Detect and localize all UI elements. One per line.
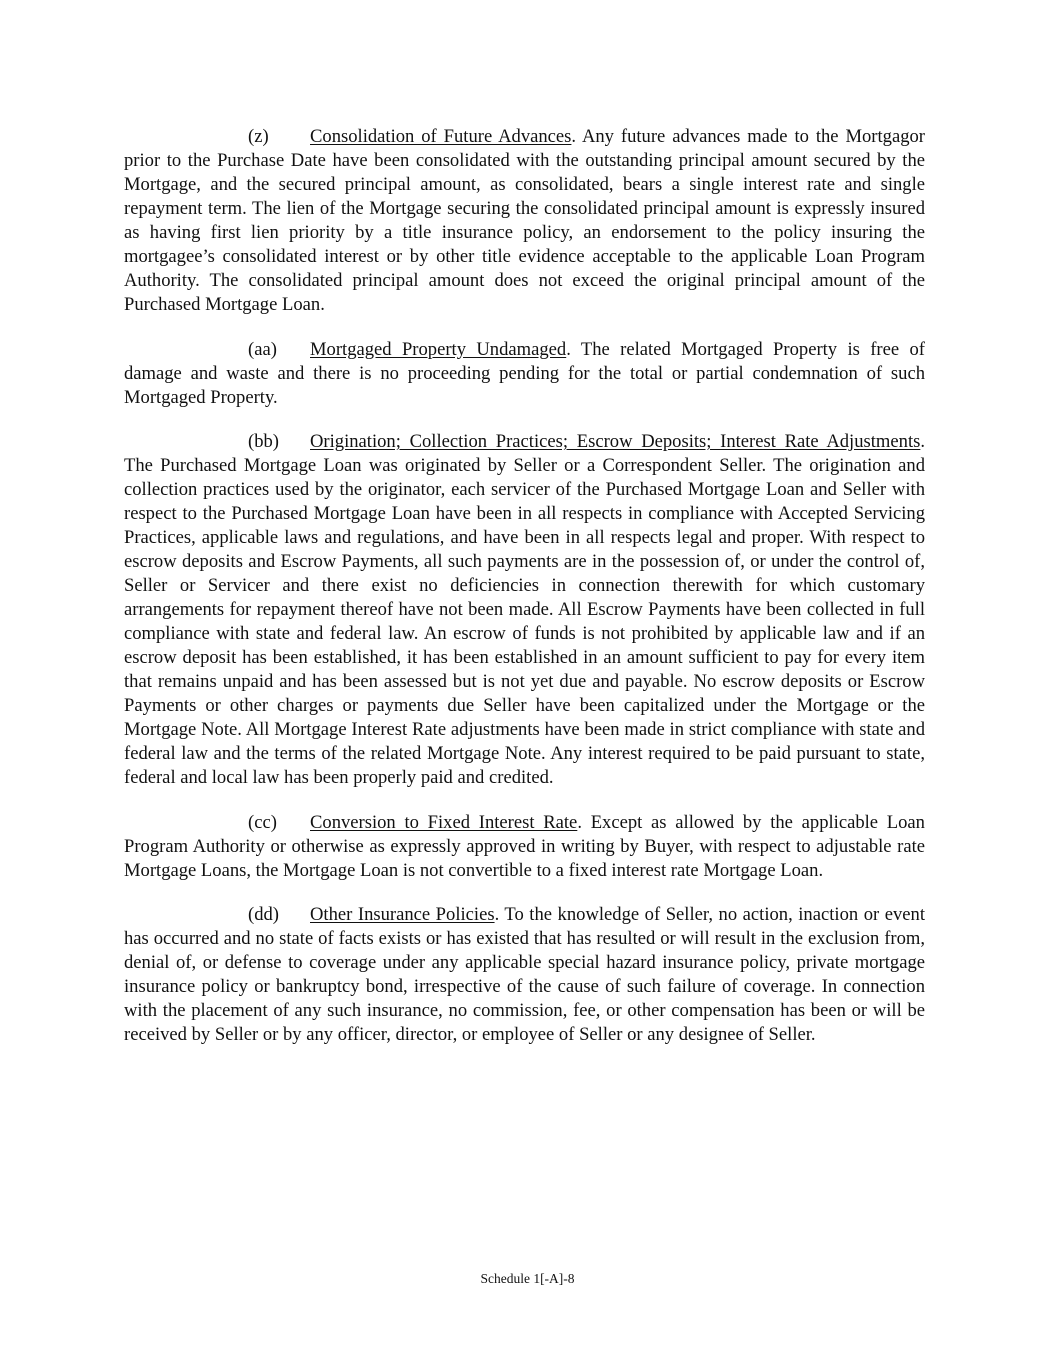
section-heading: Origination; Collection Practices; Escrow Deposits; Interest Rate Adjustments: [310, 431, 921, 452]
section-cc: [124, 811, 925, 883]
section-number: (aa): [248, 338, 277, 360]
page-footer: Schedule 1[-A]-8: [480, 1271, 575, 1286]
section-body: . The related Mortgaged Property is free of damage and waste and there is no proceeding pending for the total or partial condemnation of such Mortgaged Property.: [124, 338, 925, 408]
section-body: . Except as allowed by the applicable Loan Program Authority or otherwise as expressly approved in writing by Buyer, with respect to adjustable rate Mortgage Loans, the Mortgage Loan is not convertible to a fixed interest rate Mortgage Loan.: [124, 811, 925, 881]
section-body: . To the knowledge of Seller, no action, inaction or event has occurred and no state of facts exists or has existed that has resulted or will result in the exclusion from, denial of, or defense to coverage under any applicable special hazard insurance policy, private mortgage insurance policy or bankruptcy bond, irrespective of the cause of such failure of coverage. In connection with the placement of any such insurance, no commission, fee, or other compensation has been or will be received by Seller or by any officer, director, or employee of Seller or any designee of Seller.: [124, 904, 925, 1045]
section-z: [124, 125, 925, 317]
section-aa: [124, 338, 925, 410]
section-body: . The Purchased Mortgage Loan was originated by Seller or a Correspondent Seller. The origination and collection practices used by the originator, each servicer of the Purchased Mortgage Loan and Seller with respect to the Purchased Mortgage Loan have been in all respects in compliance with Accepted Servicing Practices, applicable laws and regulations, and have been in all respects legal and proper. With respect to escrow deposits and Escrow Payments, all such payments are in the possession of, or under the control of, Seller or Servicer and there exist no deficiencies in connection therewith for which customary arrangements for repayment thereof have not been made. All Escrow Payments have been collected in full compliance with state and federal law. An escrow of funds is not prohibited by applicable law and if an escrow deposit has been established, it has been established in an amount sufficient to pay for every item that remains unpaid and has been assessed but is not yet due and payable. No escrow deposits or Escrow Payments or other charges or payments due Seller have been capitalized under the Mortgage or the Mortgage Note. All Mortgage Interest Rate adjustments have been made in strict compliance with state and federal law and the terms of the related Mortgage Note. Any interest required to be paid pursuant to state, federal and local law has been properly paid and credited.: [124, 431, 925, 788]
section-heading: Mortgaged Property Undamaged: [310, 338, 567, 360]
section-heading: Consolidation of Future Advances: [310, 126, 572, 147]
section-body: . Any future advances made to the Mortgagor prior to the Purchase Date have been consolidated with the outstanding principal amount secured by the Mortgage, and the secured principal amount, as consolidated, bears a single interest rate and single repayment term. The lien of the Mortgage securing the consolidated principal amount is expressly insured as having first lien priority by a title insurance policy, an endorsement to the policy insuring the mortgagee’s consolidated interest or by other title evidence acceptable to the applicable Loan Program Authority. The consolidated principal amount does not exceed the original principal amount of the Purchased Mortgage Loan.: [124, 126, 925, 315]
section-number: (bb): [248, 431, 279, 452]
section-number: (z): [248, 126, 269, 147]
section-number: (dd): [248, 904, 279, 925]
section-heading: Other Insurance Policies: [310, 904, 495, 925]
section-dd: [124, 903, 925, 1047]
document-page: [124, 125, 925, 1068]
section-number: (cc): [248, 811, 277, 833]
section-heading: Conversion to Fixed Interest Rate: [310, 811, 578, 833]
section-bb: [124, 430, 925, 790]
